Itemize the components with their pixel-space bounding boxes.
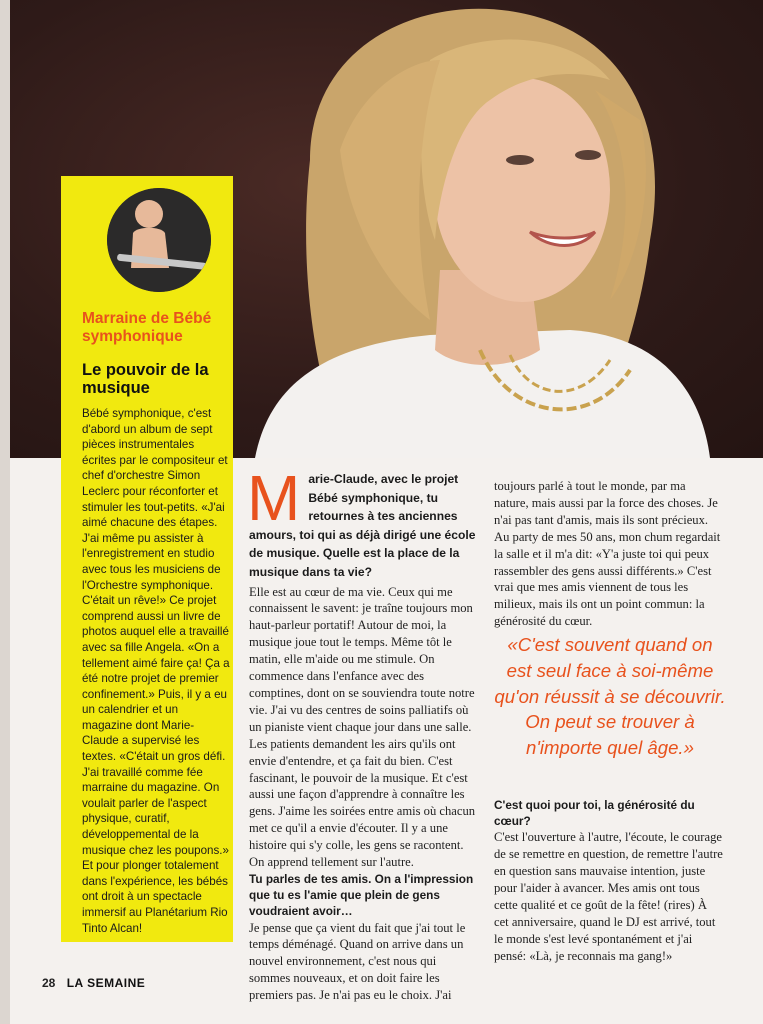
sidebar-heading: Marraine de Bébé symphonique bbox=[82, 310, 212, 345]
answer-paragraph-2-continued: toujours parlé à tout le monde, par ma nature, mais aussi par la force des choses. Je n'ai pas tant d'amis, mais ils sont précieux. Au party de mes 50 ans, mon chum regardait la salle et il m'a dit: «Y'a juste toi qui peux rassembler des gens aussi différents.» C'est vrai que mes amis viennent de tous les milieux, mais ils ont un point commun: la générosité du cœur. bbox=[494, 479, 721, 629]
answer-paragraph-3: C'est l'ouverture à l'autre, l'écoute, le courage de se remettre en question, de remettre l'autre en question sans mauvaise intention, juste pour l'aider à avancer. Mes amis ont tous cette qualité et ce goût de la fête! (rires) À cet anniversaire, quand le DJ est arrivé, tout le monde s'est levé spontanément et j'ai pensé: «Là, je reconnais ma gang!» bbox=[494, 830, 723, 963]
article-column-middle bbox=[247, 462, 476, 1004]
sidebar-body-text: Bébé symphonique, c'est d'abord un album de sept pièces instrumentales écrites par le compositeur et chef d'orchestre Simon Leclerc pour réconforter et stimuler les tout-petits. «J'ai aimé chacune des étapes. J'ai même pu assister à l'enregistrement en studio avec tous les musiciens de l'Orchestre symphonique. C'était un rêve!» Ce projet comprend aussi un livre de photos auquel elle a travaillé avec sa fille Angela. «On a tellement aimé faire ça! Ça a été notre projet de premier confinement.» Puis, il y a eu un calendrier et un magazine dont Marie-Claude a supervisé les textes. «C'était un gros défi. J'ai travaillé comme fée marraine du magazine. On voulait parler de l'aspect physique, curatif, développemental de la musique chez les poupons.» Et pour plonger totalement dans l'expérience, les bébés ont droit à un spectacle immersif au Planétarium Rio Tinto Alcan! bbox=[82, 407, 230, 935]
intro-question bbox=[247, 462, 476, 582]
drop-cap: M bbox=[247, 462, 301, 534]
sidebar-subheading: Le pouvoir de la musique bbox=[82, 361, 209, 397]
article-column-right-bottom bbox=[494, 797, 723, 965]
magazine-name: LA SEMAINE bbox=[66, 976, 146, 990]
pull-quote: «C'est souvent quand on est seul face à soi-même qu'on réussit à se découvrir. On peut se trouver à n'importe quel âge.» bbox=[494, 634, 726, 759]
article-column-right bbox=[494, 478, 723, 630]
baby-flute-photo bbox=[107, 188, 211, 292]
question-2: Tu parles de tes amis. On a l'impression que tu es l'amie que plein de gens voudraient avoir… bbox=[249, 871, 474, 919]
answer-paragraph-2: Je pense que ça vient du fait que j'ai tout le temps déménagé. Quand on arrive dans un nouvel environnement, c'est nous qui sommes nouveaux, et on doit faire les premiers pas. Je n'ai pas eu le choix. J'ai bbox=[249, 920, 466, 1003]
answer-paragraph-1: Elle est au cœur de ma vie. Ceux qui me connaissent le savent: je traîne toujours mon haut-parleur portatif! Autour de moi, la musique joue tout le temps. Même tôt le matin, elle m'aide ou me stimule. On commence dans l'enfance avec des comptines, dont on se souviendra toute notre vie. J'ai vu des centres de soins palliatifs où un pianiste vient chaque jour dans une salle. Les patients demandent les airs qu'ils ont envie d'entendre, et ça fait du bien. C'est fascinant, le pouvoir de la musique. Et c'est aussi une façon d'apprendre à connaître les gens. J'aime les soirées entre amis où chacun met ce qu'il a envie d'écouter. Il y a une histoire qui s'y colle, les gens se racontent. On apprend tellement sur l'autre. bbox=[249, 584, 476, 870]
page-edge bbox=[0, 0, 10, 1024]
page-footer bbox=[42, 976, 145, 990]
question-3: C'est quoi pour toi, la générosité du cœur? bbox=[494, 798, 695, 829]
intro-question-text: arie-Claude, avec le projet Bébé symphonique, tu retournes à tes anciennes amours, toi qui as déjà dirigé une école de musique. Quelle est la place de la musique dans ta vie? bbox=[249, 472, 476, 579]
page-number: 28 bbox=[42, 976, 56, 990]
